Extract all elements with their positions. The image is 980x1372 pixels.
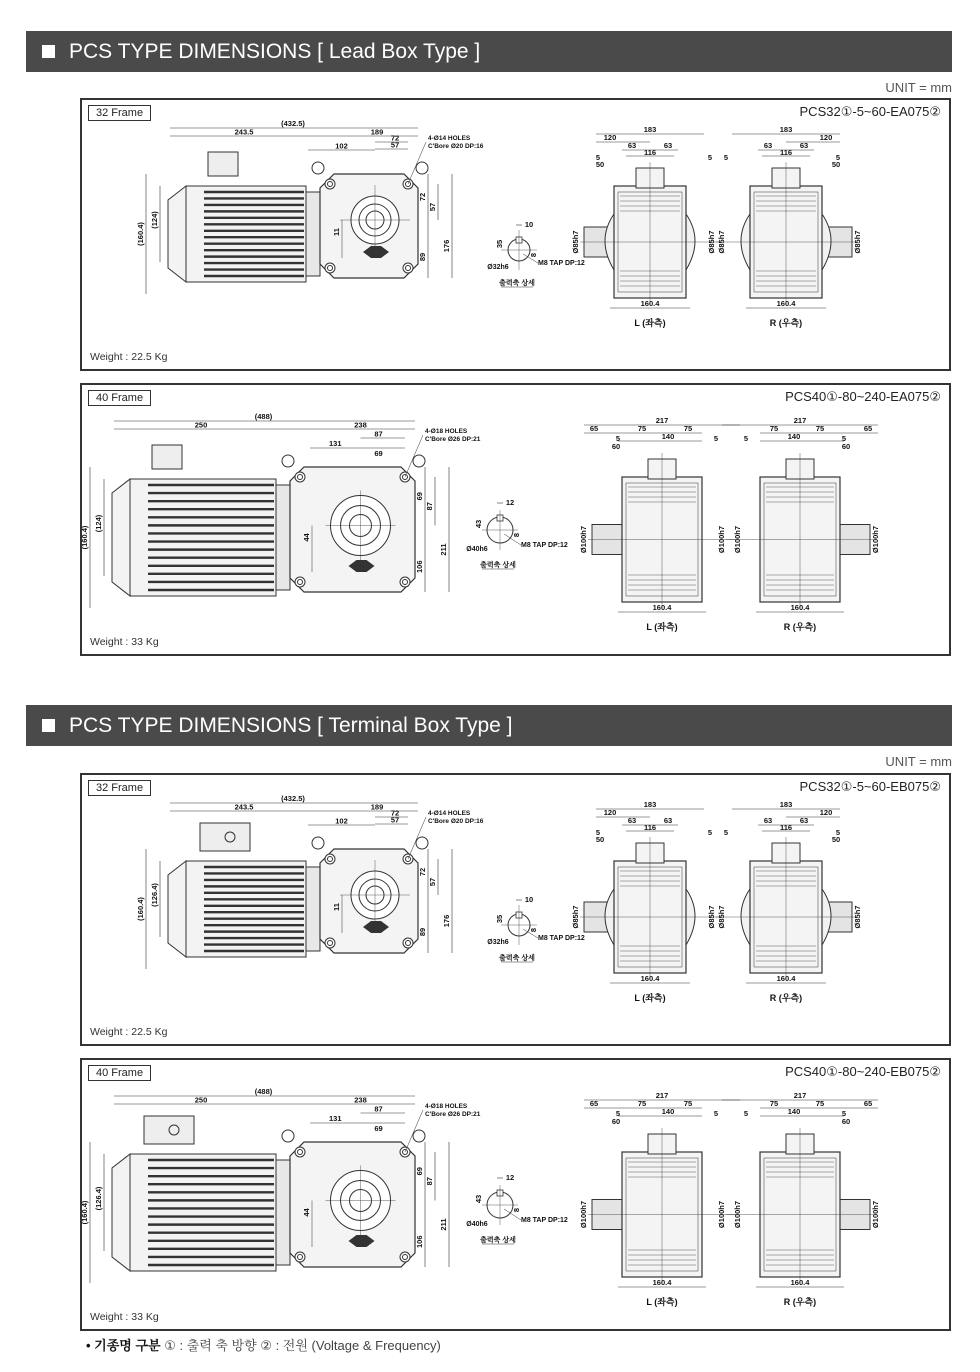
dimension-label: 140	[787, 1107, 801, 1116]
dimension-label: 72	[390, 133, 400, 143]
dimension-label: 217	[793, 416, 807, 425]
dimension-label: R (우측)	[783, 622, 817, 632]
dimension-label: M8 TAP DP:12	[521, 1217, 568, 1224]
dimension-label: 140	[787, 432, 801, 441]
dimension-label: 5	[707, 828, 713, 837]
dimension-label: 183	[779, 125, 793, 134]
eye-bolt	[416, 837, 428, 849]
frame-tag: 32 Frame	[88, 105, 151, 121]
dimension-label: C'Bore Ø26 DP:21	[425, 436, 481, 443]
dimension-label: 89	[418, 927, 427, 937]
drawing-panel	[80, 1058, 951, 1331]
dimension-label: R (우측)	[769, 318, 803, 328]
dimension-label: 72	[390, 808, 400, 818]
dimension-label: 106	[415, 560, 424, 574]
dimension-label: 5	[835, 153, 841, 162]
footnote-bullet: • 기종명 구분	[86, 1338, 161, 1353]
dimension-label: 75	[815, 1099, 825, 1108]
dimension-label: 4-Ø14 HOLES	[428, 810, 471, 817]
dimension-label: 160.4	[640, 974, 660, 983]
dimension-label: 69	[415, 1167, 424, 1176]
dimension-label: 106	[415, 1235, 424, 1249]
dimension-label: 60	[841, 1117, 851, 1126]
dimension-label: 11	[332, 903, 341, 911]
dimension-label: L (좌측)	[646, 1297, 678, 1307]
dimension-label: 5	[595, 828, 601, 837]
dimension-label: 5	[713, 1109, 719, 1118]
dimension-label: 43	[474, 519, 483, 529]
dimension-label: 50	[831, 160, 841, 169]
dimension-label: 183	[779, 800, 793, 809]
dimension-label: 출력축 상세	[499, 280, 535, 287]
dimension-label: 44	[302, 533, 311, 542]
dimension-label: 63	[663, 141, 673, 150]
dimension-label: 160.4	[790, 1278, 810, 1287]
motor-flange	[306, 867, 320, 951]
dimension-label: 11	[332, 228, 341, 236]
dimension-label: 189	[370, 802, 384, 812]
section-banner	[26, 31, 952, 72]
dimension-label: 5	[835, 828, 841, 837]
dimension-label: 8	[512, 532, 521, 538]
dimension-label: 87	[374, 1104, 383, 1114]
dimension-label: 75	[769, 1099, 779, 1108]
dimension-label: 160.4	[776, 299, 796, 308]
dimension-label: (160.4)	[136, 222, 145, 246]
dimension-label: (126.4)	[150, 883, 159, 907]
dimension-label: Ø100h7	[733, 525, 742, 554]
weight-label: Weight : 22.5 Kg	[90, 351, 168, 363]
dimension-label: Ø85h7	[853, 230, 862, 254]
dimension-label: 87	[374, 429, 383, 439]
dimension-label: C'Bore Ø20 DP:16	[428, 143, 484, 150]
mounting-hole	[325, 854, 335, 864]
mounting-hole	[295, 472, 305, 482]
eye-bolt	[282, 455, 294, 467]
leader-line	[408, 142, 426, 184]
dimension-label: 89	[418, 252, 427, 262]
dimension-label: 217	[655, 416, 669, 425]
model-code: PCS32①-5~60-EA075②	[799, 104, 941, 119]
dimension-label: 57	[428, 202, 437, 212]
unit-label: UNIT = mm	[885, 80, 952, 95]
dimension-label: 5	[743, 1109, 749, 1118]
lead-box	[208, 152, 238, 176]
mounting-hole	[400, 577, 410, 587]
dimension-label: 5	[841, 1109, 847, 1118]
leader-line	[405, 435, 423, 477]
dimension-label: Ø85h7	[571, 230, 580, 254]
dimension-label: 75	[815, 424, 825, 433]
dimension-label: 160.4	[640, 299, 660, 308]
dimension-label: 160.4	[776, 974, 796, 983]
dimension-label: 50	[831, 835, 841, 844]
weight-label: Weight : 33 Kg	[90, 636, 159, 648]
dimension-label: 160.4	[790, 603, 810, 612]
dimension-label: 63	[663, 816, 673, 825]
motor-body	[130, 1154, 276, 1271]
footnote-text: ① : 출력 축 방향 ② : 전원 (Voltage & Frequency)	[164, 1338, 441, 1353]
dimension-label: M8 TAP DP:12	[521, 542, 568, 549]
dimension-label: 5	[707, 153, 713, 162]
dimension-label: 140	[661, 432, 675, 441]
dimension-label: 4-Ø14 HOLES	[428, 135, 471, 142]
weight-label: Weight : 22.5 Kg	[90, 1026, 168, 1038]
dimension-label: 4-Ø18 HOLES	[425, 428, 468, 435]
dimension-label: 10	[524, 895, 534, 904]
dimension-label: 116	[643, 823, 657, 832]
motor-endcap	[112, 1154, 130, 1271]
dimension-label: 72	[418, 192, 427, 202]
dimension-label: 5	[713, 434, 719, 443]
mounting-hole	[295, 1252, 305, 1262]
dimension-label: 12	[505, 1173, 515, 1182]
dimension-drawing	[82, 100, 949, 369]
dimension-label: 출력축 상세	[499, 955, 535, 962]
dimension-label: 5	[841, 434, 847, 443]
dimension-label: M8 TAP DP:12	[538, 260, 585, 267]
mounting-hole	[295, 1147, 305, 1157]
dimension-label: 116	[779, 148, 793, 157]
dimension-label: (124)	[150, 211, 159, 229]
dimension-label: 176	[442, 239, 451, 253]
dimension-label: Ø100h7	[871, 1200, 880, 1229]
model-code: PCS40①-80~240-EB075②	[785, 1064, 941, 1079]
dimension-drawing	[82, 1060, 949, 1329]
dimension-label: Ø40h6	[466, 1221, 488, 1228]
dimension-label: 120	[819, 133, 833, 142]
dimension-label: C'Bore Ø20 DP:16	[428, 818, 484, 825]
dimension-label: 60	[841, 442, 851, 451]
section-title: PCS TYPE DIMENSIONS [ Lead Box Type ]	[69, 39, 481, 63]
dimension-label: 8	[529, 927, 538, 933]
drawing-panel	[80, 98, 951, 371]
dimension-label: (432.5)	[281, 794, 305, 803]
dimension-label: Ø85h7	[853, 905, 862, 929]
dimension-label: 75	[637, 424, 647, 433]
motor-flange	[306, 192, 320, 276]
motor-flange	[276, 1160, 290, 1265]
dimension-label: 5	[595, 153, 601, 162]
mounting-hole	[325, 263, 335, 273]
dimension-label: 120	[819, 808, 833, 817]
dimension-label: 35	[495, 914, 504, 924]
frame-tag: 40 Frame	[88, 390, 151, 406]
dimension-label: Ø32h6	[487, 264, 509, 271]
dimension-drawing	[82, 775, 949, 1044]
dimension-label: L (좌측)	[634, 993, 666, 1003]
mounting-hole	[403, 263, 413, 273]
motor-endcap	[112, 479, 130, 596]
dimension-label: Ø32h6	[487, 939, 509, 946]
dimension-label: 63	[763, 816, 773, 825]
motor-body	[186, 861, 306, 957]
dimension-label: 87	[425, 502, 434, 511]
dimension-label: 57	[390, 815, 400, 825]
dimension-label: 69	[374, 449, 383, 458]
mounting-hole	[295, 577, 305, 587]
model-code: PCS40①-80~240-EA075②	[785, 389, 941, 404]
dimension-drawing	[82, 385, 949, 654]
square-bullet-icon	[42, 719, 55, 732]
dimension-label: 44	[302, 1208, 311, 1217]
dimension-label: 160.4	[652, 603, 672, 612]
dimension-label: 116	[779, 823, 793, 832]
dimension-label: 출력축 상세	[480, 562, 516, 569]
dimension-label: 183	[643, 125, 657, 134]
dimension-label: 217	[793, 1091, 807, 1100]
leader-line	[408, 817, 426, 859]
dimension-label: 65	[863, 424, 873, 433]
dimension-label: Ø100h7	[579, 1200, 588, 1229]
dimension-label: 131	[328, 439, 342, 448]
dimension-label: 63	[799, 141, 809, 150]
eye-bolt	[413, 1130, 425, 1142]
dimension-label: L (좌측)	[634, 318, 666, 328]
dimension-label: 102	[335, 816, 348, 826]
dimension-label: 120	[603, 133, 617, 142]
section-banner	[26, 705, 952, 746]
dimension-label: 120	[603, 808, 617, 817]
dimension-label: 10	[524, 220, 534, 229]
dimension-label: L (좌측)	[646, 622, 678, 632]
mounting-hole	[403, 938, 413, 948]
dimension-label: 238	[354, 1095, 367, 1105]
dimension-label: 63	[799, 816, 809, 825]
dimension-label: 63	[763, 141, 773, 150]
dimension-label: 243.5	[234, 127, 254, 137]
dimension-label: Ø100h7	[717, 525, 726, 554]
dimension-label: 5	[723, 153, 729, 162]
dimension-label: Ø100h7	[717, 1200, 726, 1229]
dimension-label: (488)	[254, 412, 273, 421]
dimension-label: Ø85h7	[717, 230, 726, 254]
dimension-label: 60	[611, 1117, 621, 1126]
dimension-label: 140	[661, 1107, 675, 1116]
dimension-label: 131	[328, 1114, 342, 1123]
dimension-label: 57	[390, 140, 400, 150]
dimension-label: 65	[589, 424, 599, 433]
dimension-label: (126.4)	[94, 1186, 103, 1211]
dimension-label: 75	[637, 1099, 647, 1108]
drawing-panel	[80, 383, 951, 656]
dimension-label: 65	[589, 1099, 599, 1108]
weight-label: Weight : 33 Kg	[90, 1311, 159, 1323]
dimension-label: 211	[439, 1218, 448, 1231]
dimension-label: Ø85h7	[707, 230, 716, 254]
dimension-label: 87	[425, 1177, 434, 1186]
dimension-label: 12	[505, 498, 515, 507]
dimension-label: 72	[418, 867, 427, 877]
dimension-label: 4-Ø18 HOLES	[425, 1103, 468, 1110]
motor-flange	[276, 485, 290, 590]
dimension-label: 35	[495, 239, 504, 249]
unit-label: UNIT = mm	[885, 754, 952, 769]
dimension-label: 63	[627, 816, 637, 825]
dimension-label: 5	[723, 828, 729, 837]
dimension-label: C'Bore Ø26 DP:21	[425, 1111, 481, 1118]
dimension-label: Ø100h7	[733, 1200, 742, 1229]
dimension-label: 60	[611, 442, 621, 451]
dimension-label: 250	[194, 1095, 208, 1105]
dimension-label: 50	[595, 835, 605, 844]
dimension-label: 65	[863, 1099, 873, 1108]
dimension-label: 250	[194, 420, 208, 430]
eye-bolt	[282, 1130, 294, 1142]
motor-endcap	[168, 186, 186, 282]
motor-body	[186, 186, 306, 282]
dimension-label: 8	[512, 1207, 521, 1213]
mounting-hole	[325, 938, 335, 948]
dimension-label: 43	[474, 1194, 483, 1204]
dimension-label: (160.4)	[136, 897, 145, 921]
dimension-label: Ø85h7	[707, 905, 716, 929]
eye-bolt	[416, 162, 428, 174]
dimension-label: 189	[370, 127, 384, 137]
dimension-label: 8	[529, 252, 538, 258]
lead-box	[152, 445, 182, 469]
dimension-label: (160.4)	[80, 1200, 89, 1225]
dimension-label: R (우측)	[769, 993, 803, 1003]
dimension-label: Ø85h7	[717, 905, 726, 929]
motor-endcap	[168, 861, 186, 957]
section-title: PCS TYPE DIMENSIONS [ Terminal Box Type ]	[69, 713, 513, 737]
dimension-label: 238	[354, 420, 367, 430]
mounting-hole	[400, 1252, 410, 1262]
dimension-label: R (우측)	[783, 1297, 817, 1307]
dimension-label: 102	[335, 141, 348, 151]
dimension-label: 69	[374, 1124, 383, 1133]
eye-bolt	[312, 837, 324, 849]
mounting-hole	[325, 179, 335, 189]
dimension-label: 75	[683, 424, 693, 433]
dimension-label: Ø100h7	[579, 525, 588, 554]
dimension-label: 75	[769, 424, 779, 433]
dimension-label: 176	[442, 914, 451, 928]
dimension-label: 63	[627, 141, 637, 150]
dimension-label: M8 TAP DP:12	[538, 935, 585, 942]
dimension-label: 69	[415, 492, 424, 501]
eye-bolt	[312, 162, 324, 174]
frame-tag: 32 Frame	[88, 780, 151, 796]
dimension-label: 5	[615, 1109, 621, 1118]
dimension-label: Ø100h7	[871, 525, 880, 554]
motor-body	[130, 479, 276, 596]
frame-tag: 40 Frame	[88, 1065, 151, 1081]
dimension-label: (488)	[254, 1087, 273, 1096]
leader-line	[405, 1110, 423, 1152]
dimension-label: 160.4	[652, 1278, 672, 1287]
dimension-label: 출력축 상세	[480, 1237, 516, 1244]
square-bullet-icon	[42, 45, 55, 58]
dimension-label: 50	[595, 160, 605, 169]
dimension-label: Ø40h6	[466, 546, 488, 553]
dimension-label: 243.5	[234, 802, 254, 812]
dimension-label: (160.4)	[80, 525, 89, 550]
footnote	[86, 1335, 441, 1354]
dimension-label: 211	[439, 543, 448, 556]
dimension-label: (432.5)	[281, 119, 305, 128]
dimension-label: 57	[428, 877, 437, 887]
dimension-label: 5	[743, 434, 749, 443]
dimension-label: 75	[683, 1099, 693, 1108]
dimension-label: 183	[643, 800, 657, 809]
dimension-label: (124)	[94, 514, 103, 533]
model-code: PCS32①-5~60-EB075②	[799, 779, 941, 794]
eye-bolt	[413, 455, 425, 467]
dimension-label: Ø85h7	[571, 905, 580, 929]
dimension-label: 116	[643, 148, 657, 157]
dimension-label: 217	[655, 1091, 669, 1100]
drawing-panel	[80, 773, 951, 1046]
dimension-label: 5	[615, 434, 621, 443]
